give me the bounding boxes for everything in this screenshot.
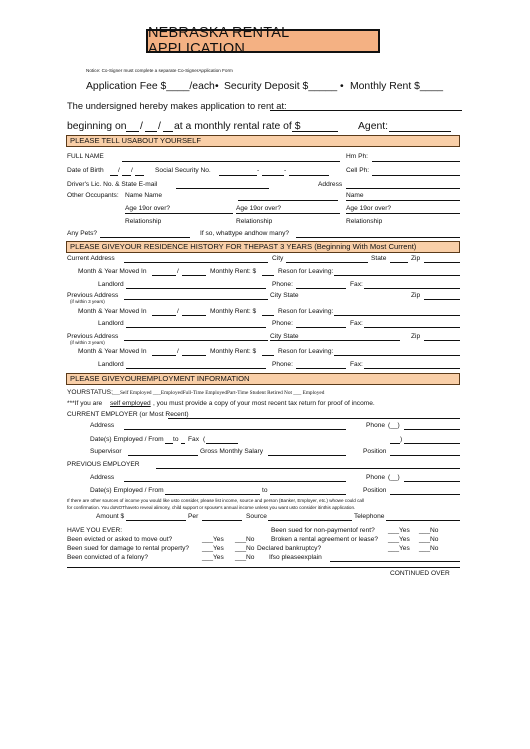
current-fax-area-line[interactable] <box>390 443 400 444</box>
section-about-title: PLEASE TELL USABOUT YOURSELF <box>70 136 201 145</box>
previous-1-moved-year-line[interactable] <box>182 315 206 316</box>
previous-1-fax-line[interactable] <box>364 327 460 328</box>
previous-1-city-state-label: City State <box>270 292 299 299</box>
cosigner-notice: Notice: Co-Signer must complete a separate Co-SignerApplication Form <box>86 68 233 73</box>
self-employed-note-prefix: ***If you are <box>67 400 103 407</box>
previous-2-monthly-rent-label: Monthly Rent: $ <box>210 348 257 355</box>
dob-label: Date of Birth <box>67 167 104 174</box>
home-phone-label: Hm Ph: <box>346 153 368 160</box>
current-employer-address-label: Address <box>90 422 115 429</box>
agent-line[interactable] <box>389 131 451 132</box>
cell-phone-label: Cell Ph: <box>346 167 370 174</box>
current-fax-paren-close: ) <box>400 436 403 443</box>
drivers-license-label: Driver's Lic. No. & State E-mail <box>67 181 158 188</box>
home-phone-line[interactable] <box>372 161 460 162</box>
occupant-2-age-label: Age 19or over? <box>236 205 282 212</box>
current-landlord-fax-line[interactable] <box>364 288 460 289</box>
sued-damage-label: Been sued for damage to rental property? <box>67 545 190 552</box>
previous-1-landlord-label: Landlord <box>98 320 124 327</box>
previous-1-phone-line[interactable] <box>296 327 346 328</box>
current-address-line[interactable] <box>124 262 268 263</box>
previous-employed-to-label: to <box>262 487 268 494</box>
current-landlord-label: Landlord <box>98 281 124 288</box>
previous-1-reason-line[interactable] <box>334 315 460 316</box>
current-employer-fax-label: Fax <box>188 436 199 443</box>
beginning-on-label: beginning on <box>67 121 127 132</box>
occupant-2-age-line[interactable] <box>236 213 340 214</box>
email-line[interactable] <box>176 188 269 189</box>
current-city-label: City <box>272 255 284 262</box>
current-state-label: State <box>371 255 387 262</box>
current-employer-address-line[interactable] <box>124 429 346 430</box>
previous-2-monthly-rent-line[interactable] <box>262 355 274 356</box>
previous-2-zip-label: Zip <box>411 333 421 340</box>
continued-over-label: CONTINUED OVER <box>390 570 450 577</box>
previous-1-zip-line[interactable] <box>424 299 460 300</box>
about-address-line[interactable] <box>346 188 460 189</box>
previous-1-landlord-line[interactable] <box>126 327 266 328</box>
previous-address-1-line[interactable] <box>124 299 268 300</box>
previous-1-moved-month-line[interactable] <box>152 315 176 316</box>
current-landlord-line[interactable] <box>126 288 266 289</box>
previous-1-fax-label: Fax: <box>350 320 363 327</box>
current-position-label: Position <box>363 448 387 455</box>
previous-employer-phone-label: Phone <box>366 474 386 481</box>
full-name-label: FULL NAME <box>67 153 104 160</box>
current-moved-month-line[interactable] <box>152 275 176 276</box>
previous-2-fax-label: Fax: <box>350 361 363 368</box>
pets-label: Any Pets? <box>67 230 98 237</box>
current-employed-to-line[interactable] <box>181 443 185 444</box>
current-monthly-rent-line[interactable] <box>262 275 274 276</box>
current-employer-phone-area[interactable]: (__) <box>388 422 400 429</box>
explain-label: Ifso pleaseexplain <box>269 554 322 561</box>
occupant-1-age-line[interactable] <box>125 213 233 214</box>
current-landlord-phone-label: Phone: <box>272 281 293 288</box>
previous-address-2-line[interactable] <box>124 340 268 341</box>
security-deposit: Security Deposit $_____ <box>224 81 338 92</box>
current-zip-line[interactable] <box>424 262 460 263</box>
income-note-line1: If there are other sources of income you would like usto consider, please list income, source and person (Banker, Employer, etc.) whowe could call <box>67 498 364 503</box>
previous-employer-address-line[interactable] <box>124 481 346 482</box>
previous-employer-phone-line[interactable] <box>404 481 460 482</box>
previous-1-moved-in-label: Month & Year Moved In <box>78 308 147 315</box>
occupant-3-age-label: Age 19or over? <box>346 205 392 212</box>
sued-damage-yes[interactable]: ___Yes <box>202 545 224 552</box>
previous-employer-address-label: Address <box>90 474 115 481</box>
previous-1-phone-label: Phone: <box>272 320 293 327</box>
current-reason-line[interactable] <box>334 275 460 276</box>
section-employment-header <box>66 373 460 385</box>
section-residence-title: PLEASE GIVEYOUR RESIDENCE HISTORY FOR THEPAST 3 YEARS (Beginning With Most Current) <box>70 242 417 251</box>
ssn-part3-line[interactable] <box>289 175 329 176</box>
evicted-no[interactable]: ___No <box>235 536 255 543</box>
occupant-1-age-label: Age 19or over? <box>125 205 171 212</box>
dob-day-line[interactable] <box>122 175 131 176</box>
agent-label: Agent: <box>358 121 389 132</box>
about-address-label: Address <box>318 181 343 188</box>
section-about-header <box>66 135 460 147</box>
pets-type-label: If so, whattype andhow many? <box>200 230 290 237</box>
felony-yes[interactable]: ___Yes <box>202 554 224 561</box>
telephone-label: Telephone <box>354 513 385 520</box>
previous-employed-from-line[interactable] <box>165 494 260 495</box>
previous-2-reason-label: Reson for Leaving: <box>278 348 334 355</box>
gross-salary-line[interactable] <box>268 455 346 456</box>
current-employed-to-label: to <box>173 436 179 443</box>
previous-address-1-note: (if within 3 years) <box>70 299 105 304</box>
form-title-box <box>146 25 380 57</box>
broken-lease-yes[interactable]: ___Yes <box>388 536 410 543</box>
income-note-line2: for confirmation. You doNOThaveto reveal alimony, child support or spouse's annual income unless you want usto consider itinthis application. <box>67 505 356 510</box>
explain-line[interactable] <box>330 561 460 562</box>
occupant-2-name-line[interactable] <box>238 200 338 201</box>
felony-no[interactable]: ___No <box>235 554 255 561</box>
previous-1-monthly-rent-line[interactable] <box>262 315 274 316</box>
monthly-rent-fee: Monthly Rent $____ <box>350 81 443 92</box>
previous-2-moved-in-label: Month & Year Moved In <box>78 348 147 355</box>
occupant-names-label: Name Name <box>125 192 163 199</box>
occupant-3-name-label: Name <box>346 192 364 199</box>
previous-1-moved-slash: / <box>177 308 179 315</box>
previous-2-fax-line[interactable] <box>364 368 460 369</box>
rental-address-line[interactable] <box>270 110 462 111</box>
previous-2-zip-line[interactable] <box>424 340 460 341</box>
broken-lease-label: Broken a rental agreement or lease? <box>271 536 379 543</box>
have-you-ever-header: HAVE YOU EVER: <box>67 527 123 534</box>
self-employed-word: self employed <box>110 400 151 407</box>
previous-position-label: Position <box>363 487 387 494</box>
rental-rate-line[interactable] <box>292 131 338 132</box>
sued-nonpayment-label: Been sued for non-paymentof rent? <box>271 527 375 534</box>
ssn-label: Social Security No. <box>155 167 211 174</box>
previous-2-moved-month-line[interactable] <box>152 355 176 356</box>
ssn-dash-2: - <box>284 167 287 174</box>
supervisor-label: Supervisor <box>90 448 122 455</box>
current-employer-phone-line[interactable] <box>404 429 460 430</box>
current-moved-in-label: Month & Year Moved In <box>78 268 147 275</box>
pets-type-line[interactable] <box>296 237 460 238</box>
current-fax-number-line[interactable] <box>404 443 460 444</box>
current-address-label: Current Address <box>67 255 115 262</box>
self-employed-note-suffix: , you must provide a copy of your most recent tax return for proof of income. <box>153 400 375 407</box>
ssn-part1-line[interactable] <box>219 175 257 176</box>
previous-employed-to-line[interactable] <box>270 494 346 495</box>
current-moved-year-line[interactable] <box>182 275 206 276</box>
current-employer-label: CURRENT EMPLOYER (or Most Recent) <box>67 411 189 418</box>
sued-damage-no[interactable]: ___No <box>235 545 255 552</box>
supervisor-line[interactable] <box>128 455 198 456</box>
other-occupants-label: Other Occupants: <box>67 192 119 199</box>
previous-2-city-state-line[interactable] <box>270 340 400 341</box>
previous-address-1-label: Previous Address <box>67 292 119 299</box>
bullet-1: • <box>215 81 219 92</box>
full-name-line[interactable] <box>122 161 340 162</box>
previous-2-city-state-label: City State <box>270 333 299 340</box>
undersigned-text: The undersigned hereby makes application to rent at: <box>67 101 287 111</box>
current-employer-fax-line[interactable] <box>206 443 238 444</box>
cell-phone-line[interactable] <box>372 175 460 176</box>
sued-nonpayment-no[interactable]: ___No <box>419 527 439 534</box>
occupant-3-relationship-label: Relationship <box>346 218 383 225</box>
amount-label: Amount $ <box>96 513 125 520</box>
application-fee: Application Fee $____/each <box>86 81 215 92</box>
previous-address-2-note: (if within 3 years) <box>70 340 105 345</box>
evicted-label: Been evicted or asked to move out? <box>67 536 173 543</box>
per-line[interactable] <box>202 520 242 521</box>
previous-dates-employed-label: Date(s) Employed / From <box>90 487 164 494</box>
current-employed-from-line[interactable] <box>165 443 173 444</box>
ssn-part2-line[interactable] <box>262 175 284 176</box>
current-employer-fax-open: ( <box>203 436 206 443</box>
previous-2-phone-line[interactable] <box>296 368 346 369</box>
previous-2-landlord-label: Landlord <box>98 361 124 368</box>
previous-2-phone-label: Phone: <box>272 361 293 368</box>
current-landlord-fax-label: Fax: <box>350 281 363 288</box>
previous-2-moved-year-line[interactable] <box>182 355 206 356</box>
ssn-dash-1: - <box>257 167 260 174</box>
bullet-2: • <box>340 81 344 92</box>
occupant-3-age-line[interactable] <box>346 213 460 214</box>
begin-day-line[interactable] <box>145 131 157 132</box>
dob-month-line[interactable] <box>110 175 118 176</box>
dob-slash-1: / <box>118 167 120 174</box>
section-employment-title: PLEASE GIVEYOUREMPLOYMENT INFORMATION <box>70 374 250 383</box>
rental-rate-label: at a monthly rental rate of $ <box>174 121 301 132</box>
gross-salary-label: Gross Monthly Salary <box>200 448 264 455</box>
occupant-3-name-line[interactable] <box>346 200 460 201</box>
employment-status-options[interactable]: ___Self Employed ___EmployedFull-Time EmployedPart-Time Student Retired Not ___ Employed <box>112 390 325 396</box>
bankruptcy-label: Declared bankruptcy? <box>257 545 322 552</box>
previous-address-2-label: Previous Address <box>67 333 119 340</box>
evicted-yes[interactable]: ___Yes <box>202 536 224 543</box>
previous-1-monthly-rent-label: Monthly Rent: $ <box>210 308 257 315</box>
current-zip-label: Zip <box>411 255 421 262</box>
previous-position-line[interactable] <box>390 494 460 495</box>
amount-line[interactable] <box>126 520 186 521</box>
pets-line[interactable] <box>100 237 190 238</box>
current-landlord-phone-line[interactable] <box>296 288 346 289</box>
source-label: Source <box>246 513 267 520</box>
sued-nonpayment-yes[interactable]: ___Yes <box>388 527 410 534</box>
previous-1-zip-label: Zip <box>411 292 421 299</box>
current-employer-line[interactable] <box>168 418 460 419</box>
current-dates-employed-label: Date(s) Employed / From <box>90 436 164 443</box>
previous-1-reason-label: Reson for Leaving: <box>278 308 334 315</box>
occupant-1-relationship-label: Relationship <box>125 218 162 225</box>
bankruptcy-yes[interactable]: ___Yes <box>388 545 410 552</box>
previous-employer-label: PREVIOUS EMPLOYER <box>67 461 140 468</box>
current-reason-label: Reson for Leaving: <box>278 268 334 275</box>
previous-2-moved-slash: / <box>177 348 179 355</box>
begin-slash-2: / <box>158 121 161 132</box>
telephone-line[interactable] <box>386 520 460 521</box>
felony-label: Been convicted of a felony? <box>67 554 149 561</box>
begin-month-line[interactable] <box>126 131 139 132</box>
dob-year-line[interactable] <box>135 175 144 176</box>
current-moved-slash: / <box>177 268 179 275</box>
per-label: Per <box>188 513 199 520</box>
current-monthly-rent-label: Monthly Rent: $ <box>210 268 257 275</box>
current-position-line[interactable] <box>390 455 460 456</box>
source-line[interactable] <box>268 520 352 521</box>
current-state-line[interactable] <box>390 262 408 263</box>
begin-year-line[interactable] <box>163 131 173 132</box>
form-title: NEBRASKA RENTAL APPLICATION <box>148 25 289 57</box>
section-residence-header <box>66 241 460 253</box>
current-city-line[interactable] <box>286 262 368 263</box>
explain-line-2[interactable] <box>67 567 460 568</box>
occupant-2-relationship-label: Relationship <box>236 218 273 225</box>
current-employer-phone-label: Phone <box>366 422 386 429</box>
dob-slash-2: / <box>131 167 133 174</box>
your-status-label: YOURSTATUS: <box>67 389 113 396</box>
previous-employer-phone-area[interactable]: (__) <box>388 474 400 481</box>
bankruptcy-no[interactable]: ___No <box>419 545 439 552</box>
begin-slash-1: / <box>140 121 143 132</box>
previous-employer-line[interactable] <box>156 468 460 469</box>
previous-2-reason-line[interactable] <box>334 355 460 356</box>
previous-2-landlord-line[interactable] <box>126 368 266 369</box>
broken-lease-no[interactable]: ___No <box>419 536 439 543</box>
